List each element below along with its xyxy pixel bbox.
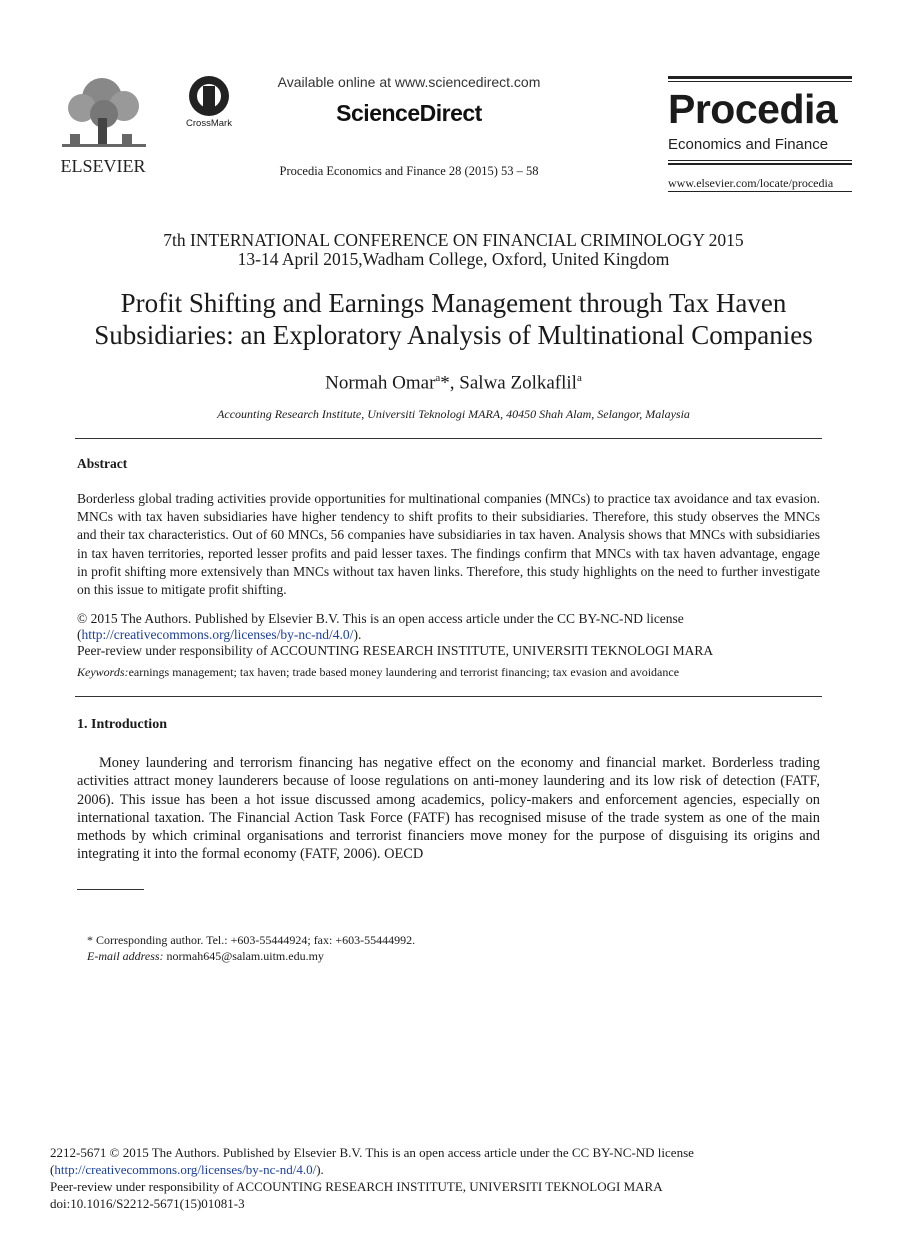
sciencedirect-wordmark: ScienceDirect [336, 100, 482, 126]
footer-peer-review: Peer-review under responsibility of ACCOUNTING RESEARCH INSTITUTE, UNIVERSITI TEKNOLOGI MARA [50, 1179, 663, 1194]
divider [75, 696, 822, 697]
author-name: Salwa Zolkaflil [459, 372, 577, 394]
elsevier-logo [52, 74, 154, 178]
footer-license-link[interactable]: http://creativecommons.org/licenses/by-nc-nd/4.0/ [54, 1162, 317, 1177]
introduction-body [77, 754, 820, 864]
corresponding-author: * Corresponding author. Tel.: +603-55444924; fax: +603-55444992. [87, 933, 416, 947]
procedia-rule [668, 163, 852, 165]
email-address[interactable]: normah645@salam.uitm.edu.my [163, 949, 324, 963]
available-online: Available online at www.sciencedirect.com [277, 74, 541, 90]
divider [75, 438, 822, 439]
section-heading-introduction: 1. Introduction [77, 717, 167, 732]
author-affil-mark: a [576, 372, 582, 384]
author-separator: *, [440, 372, 460, 394]
author-name: Normah Omar [325, 372, 436, 394]
keywords-label: Keywords: [77, 665, 129, 679]
procedia-rule [668, 81, 852, 82]
author-affil-mark: a [435, 372, 441, 384]
paren-close: ). [316, 1162, 324, 1177]
email-footnote [87, 949, 324, 964]
procedia-rule [668, 160, 852, 161]
paren-close: ). [353, 627, 362, 642]
procedia-wordmark: Procedia [668, 86, 838, 132]
keywords [77, 665, 820, 680]
abstract-heading: Abstract [77, 456, 128, 471]
footnote-rule [77, 889, 144, 890]
affiliation: Accounting Research Institute, Universiti Teknologi MARA, 40450 Shah Alam, Selangor, Malaysia [217, 407, 690, 421]
procedia-subtitle: Economics and Finance [668, 136, 829, 153]
footer-license [50, 1162, 324, 1178]
peer-review-note: Peer-review under responsibility of ACCOUNTING RESEARCH INSTITUTE, UNIVERSITI TEKNOLOGI MARA [77, 643, 714, 658]
license-line [77, 627, 361, 643]
elsevier-wordmark: ELSEVIER [60, 156, 146, 176]
conference-date-venue: 13-14 April 2015,Wadham College, Oxford, United Kingdom [237, 249, 670, 269]
copyright-notice: © 2015 The Authors. Published by Elsevier B.V. This is an open access article under the CC BY-NC-ND license [77, 611, 684, 626]
abstract-body: Borderless global trading activities provide opportunities for multinational companies (MNCs) to practice tax avoidance and tax evasion. MNCs with tax haven subsidiaries have higher tendency to shift profits to their subsidiaries. Therefore, this study observes the MNCs and their tax characteristics. Out of 60 MNCs, 56 companies have subsidiaries in tax haven. Analysis shows that MNCs with subsidiaries in tax haven territories, reported lesser profits and paid lesser taxes. The findings confirm that MNCs with tax haven advantage, engage in profit shifting more extensively than MNCs without tax haven links. Therefore, this study highlights on the need to further investigate on this issue to mitigate profit shifting. [77, 491, 820, 598]
journal-url-link[interactable]: www.elsevier.com/locate/procedia [668, 176, 834, 190]
crossmark-label: CrossMark [186, 118, 232, 129]
procedia-rule [668, 76, 852, 79]
license-link[interactable]: http://creativecommons.org/licenses/by-nc-nd/4.0/ [81, 627, 354, 642]
journal-reference: Procedia Economics and Finance 28 (2015) 53 – 58 [279, 164, 539, 178]
keywords-list: earnings management; tax haven; trade based money laundering and terrorist financing; tax evasion and avoidance [128, 665, 680, 679]
authors [40, 372, 867, 394]
email-label: E-mail address: [87, 949, 164, 963]
paren-open: ( [50, 1162, 55, 1177]
introduction-paragraph: Money laundering and terrorism financing has negative effect on the economy and financial market. Borderless trading activities attract money launderers because of loose regulations on anti-money laundering and its low risk of detection (FATF, 2006). This issue has been a hot issue discussed among academics, policy-makers and enforcement agencies, especially on international taxation. The Financial Action Task Force (FATF) has recognised misuse of the trade system as one of the main methods by which criminal organisations and terrorist financiers move money for the purpose of disguising its origins and integrating it into the formal economy (FATF, 2006). OECD [77, 755, 820, 863]
conference-title: 7th INTERNATIONAL CONFERENCE ON FINANCIAL CRIMINOLOGY 2015 [163, 230, 744, 250]
footer-issn: 2212-5671 © 2015 The Authors. Published by Elsevier B.V. This is an open access article under the CC BY-NC-ND license [50, 1145, 694, 1160]
footer-doi[interactable]: doi:10.1016/S2212-5671(15)01081-3 [50, 1196, 245, 1211]
paper-title-line-2: Subsidiaries: an Exploratory Analysis of Multinational Companies [94, 320, 813, 350]
paren-open: ( [77, 627, 82, 642]
paper-title-line-1: Profit Shifting and Earnings Management through Tax Haven [120, 288, 787, 318]
procedia-rule [668, 191, 852, 192]
